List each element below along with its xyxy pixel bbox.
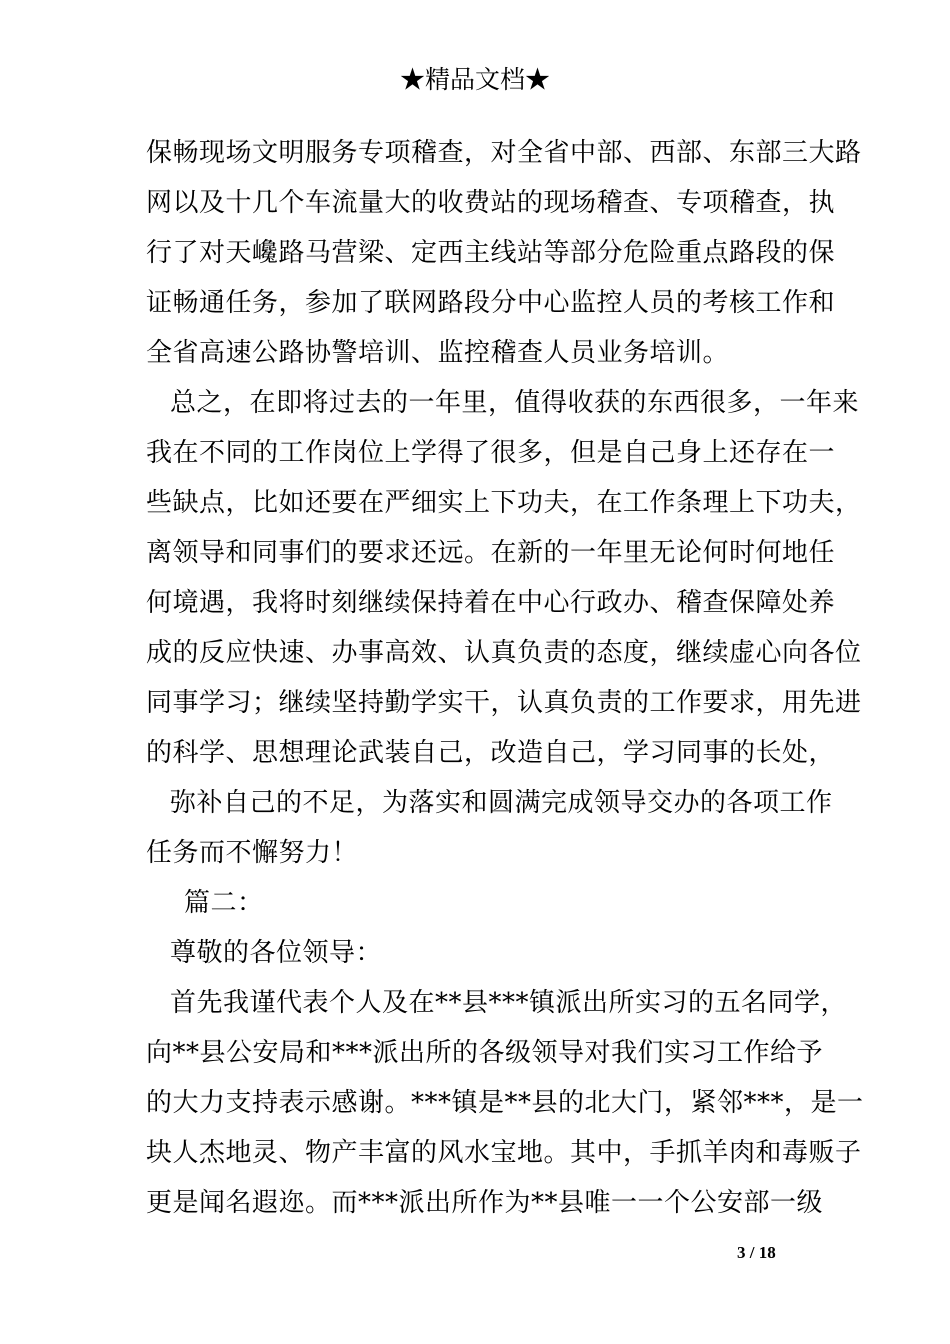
text-line: 更是闻名遐迩。而***派出所作为**县唯一一个公安部一级	[146, 1188, 824, 1218]
text-line: 证畅通任务，参加了联网路段分中心监控人员的考核工作和	[146, 288, 836, 318]
text-line: 离领导和同事们的要求还远。在新的一年里无论何时何地任	[146, 538, 836, 568]
section-heading: 篇二：	[184, 888, 264, 918]
text-line: 任务而不懈努力！	[146, 838, 359, 868]
document-body	[146, 128, 864, 1228]
text-line: 网以及十几个车流量大的收费站的现场稽查、专项稽查，执	[146, 188, 836, 218]
text-line: 总之，在即将过去的一年里，值得收获的东西很多，一年来	[170, 388, 860, 418]
text-line: 些缺点，比如还要在严细实上下功夫，在工作条理上下功夫，	[146, 488, 862, 518]
text-line: 同事学习；继续坚持勤学实干，认真负责的工作要求，用先进	[146, 688, 862, 718]
text-line: 的大力支持表示感谢。***镇是**县的北大门，紧邻***，是一	[146, 1088, 864, 1118]
text-line: 我在不同的工作岗位上学得了很多，但是自己身上还存在一	[146, 438, 836, 468]
text-line: 何境遇，我将时刻继续保持着在中心行政办、稽查保障处养	[146, 588, 836, 618]
text-line: 块人杰地灵、物产丰富的风水宝地。其中，手抓羊肉和毒贩子	[146, 1138, 862, 1168]
text-line: 首先我谨代表个人及在**县***镇派出所实习的五名同学，	[170, 988, 848, 1018]
text-line: 弥补自己的不足，为落实和圆满完成领导交办的各项工作	[170, 788, 833, 818]
text-line: 保畅现场文明服务专项稽查，对全省中部、西部、东部三大路	[146, 138, 862, 168]
salutation: 尊敬的各位领导：	[170, 938, 383, 968]
page-header-title: ★精品文档★	[399, 65, 550, 94]
text-line: 的科学、思想理论武装自己，改造自己，学习同事的长处，	[146, 738, 836, 768]
text-line: 全省高速公路协警培训、监控稽查人员业务培训。	[146, 338, 730, 368]
text-line: 行了对天巉路马营梁、定西主线站等部分危险重点路段的保	[146, 238, 836, 268]
text-line: 向**县公安局和***派出所的各级领导对我们实习工作给予	[146, 1038, 824, 1068]
text-line: 成的反应快速、办事高效、认真负责的态度，继续虚心向各位	[146, 638, 862, 668]
page-number: 3 / 18	[737, 1243, 776, 1262]
